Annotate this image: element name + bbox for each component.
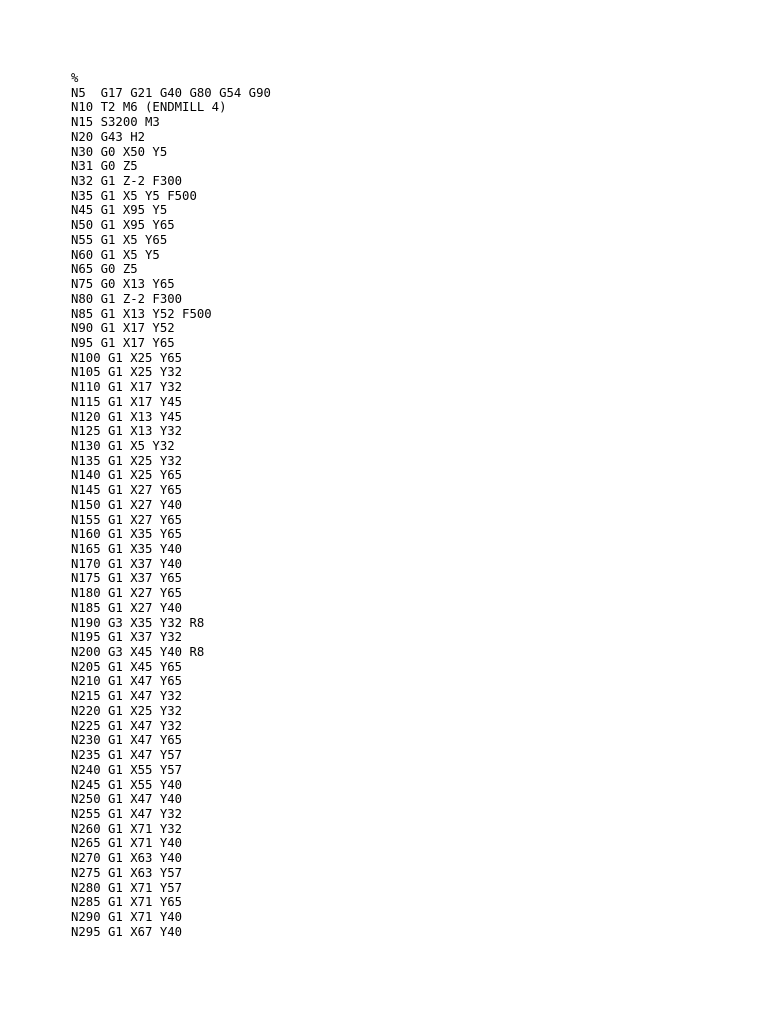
code-line: N245 G1 X55 Y40 bbox=[71, 777, 183, 792]
code-line: N5 G17 G21 G40 G80 G54 G90 bbox=[71, 85, 271, 100]
code-line: N105 G1 X25 Y32 bbox=[71, 365, 183, 380]
code-line: N195 G1 X37 Y32 bbox=[71, 630, 183, 645]
code-line: N265 G1 X71 Y40 bbox=[71, 836, 183, 851]
code-line: N95 G1 X17 Y65 bbox=[71, 335, 175, 350]
code-line: N275 G1 X63 Y57 bbox=[71, 865, 183, 880]
code-line: N250 G1 X47 Y40 bbox=[71, 792, 183, 807]
code-line: N55 G1 X5 Y65 bbox=[71, 232, 168, 247]
code-line: N30 G0 X50 Y5 bbox=[71, 144, 168, 159]
gcode-document bbox=[71, 71, 711, 939]
code-line: N175 G1 X37 Y65 bbox=[71, 571, 183, 586]
code-line: N85 G1 X13 Y52 F500 bbox=[71, 306, 212, 321]
code-line: N110 G1 X17 Y32 bbox=[71, 380, 183, 395]
code-line: N155 G1 X27 Y65 bbox=[71, 512, 183, 527]
code-line: N115 G1 X17 Y45 bbox=[71, 394, 183, 409]
code-line: N290 G1 X71 Y40 bbox=[71, 909, 183, 924]
code-line: N45 G1 X95 Y5 bbox=[71, 203, 168, 218]
code-line: N205 G1 X45 Y65 bbox=[71, 659, 183, 674]
code-line: N295 G1 X67 Y40 bbox=[71, 924, 183, 939]
code-line: N165 G1 X35 Y40 bbox=[71, 542, 183, 556]
code-line: N280 G1 X71 Y57 bbox=[71, 880, 183, 895]
code-line: N145 G1 X27 Y65 bbox=[71, 483, 183, 498]
code-line: N90 G1 X17 Y52 bbox=[71, 321, 175, 336]
code-line: N285 G1 X71 Y65 bbox=[71, 895, 183, 910]
code-line: N270 G1 X63 Y40 bbox=[71, 851, 183, 866]
code-line: N15 S3200 M3 bbox=[71, 115, 160, 130]
code-line: N80 G1 Z-2 F300 bbox=[71, 291, 183, 306]
code-line: N255 G1 X47 Y32 bbox=[71, 806, 183, 821]
code-line: N210 G1 X47 Y65 bbox=[71, 674, 183, 689]
code-line: N170 G1 X37 Y40 bbox=[71, 556, 183, 571]
code-line: N240 G1 X55 Y57 bbox=[71, 762, 183, 777]
code-line: N230 G1 X47 Y65 bbox=[71, 733, 183, 748]
code-line: N130 G1 X5 Y32 bbox=[71, 438, 175, 453]
code-line: N235 G1 X47 Y57 bbox=[71, 748, 183, 763]
code-line: N150 G1 X27 Y40 bbox=[71, 497, 183, 512]
code-line: N200 G3 X45 Y40 R8 bbox=[71, 645, 205, 660]
code-line: N120 G1 X13 Y45 bbox=[71, 409, 183, 424]
code-line: N65 G0 Z5 bbox=[71, 262, 138, 277]
code-line: N190 G3 X35 Y32 R8 bbox=[71, 615, 205, 630]
code-line: N260 G1 X71 Y32 bbox=[71, 821, 183, 836]
code-line: N20 G43 H2 bbox=[71, 129, 146, 144]
code-line: N220 G1 X25 Y32 bbox=[71, 703, 183, 718]
code-line: N31 G0 Z5 bbox=[71, 159, 138, 174]
code-line: N185 G1 X27 Y40 bbox=[71, 600, 183, 615]
code-line: N135 G1 X25 Y32 bbox=[71, 453, 183, 468]
code-line: N50 G1 X95 Y65 bbox=[71, 218, 175, 233]
code-line: N160 G1 X35 Y65 bbox=[71, 527, 183, 542]
code-line: N60 G1 X5 Y5 bbox=[71, 247, 160, 262]
code-line: % bbox=[71, 71, 79, 85]
code-line: N140 G1 X25 Y65 bbox=[71, 468, 183, 483]
code-line: N32 G1 Z-2 F300 bbox=[71, 174, 183, 189]
code-line: N75 G0 X13 Y65 bbox=[71, 277, 175, 292]
code-line: N35 G1 X5 Y5 F500 bbox=[71, 188, 197, 203]
code-line: N180 G1 X27 Y65 bbox=[71, 586, 183, 601]
code-line: N215 G1 X47 Y32 bbox=[71, 689, 183, 704]
code-line: N125 G1 X13 Y32 bbox=[71, 424, 183, 439]
code-line: N100 G1 X25 Y65 bbox=[71, 350, 183, 365]
code-line: N10 T2 M6 (ENDMILL 4) bbox=[71, 100, 227, 115]
code-line: N225 G1 X47 Y32 bbox=[71, 718, 183, 733]
